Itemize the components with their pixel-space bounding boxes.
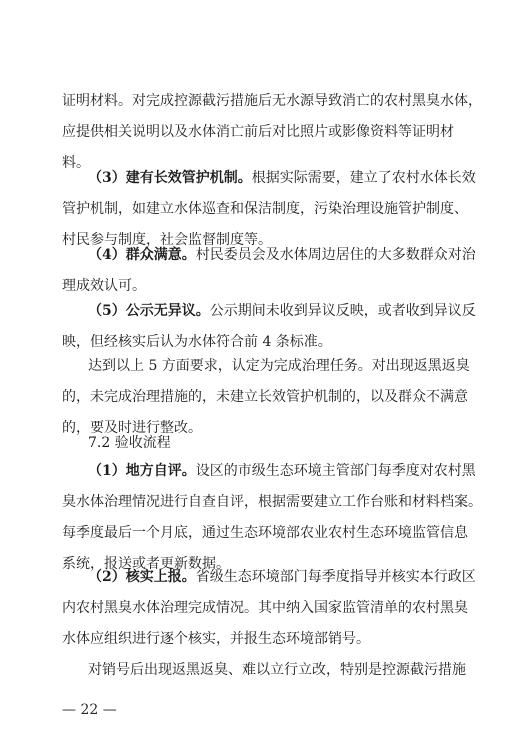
section-heading	[62, 428, 470, 459]
text-line: 内农村黑臭水体治理完成情况。其中纳入国家监管清单的农村黑臭	[62, 600, 468, 616]
text-line: 系统，报送或者更新数据。	[62, 556, 230, 572]
item-text: 公示期间未收到异议反映，或者收到异议反	[209, 303, 476, 319]
item-text: 村民委员会及水体周边居住的大多数群众对治	[195, 247, 476, 263]
item-number: （4）	[88, 247, 126, 263]
item-heading: 建有长效管护机制。	[125, 170, 252, 186]
public-satisfaction-paragraph	[62, 240, 476, 302]
verification-report-paragraph	[62, 562, 476, 655]
section-title: 7.2 验收流程	[88, 435, 171, 451]
text-line: 对销号后出现返黑返臭、难以立行立改，特别是控源截污措施	[88, 662, 466, 678]
item-number: （1）	[88, 463, 126, 479]
text-line: 料。	[62, 155, 90, 171]
item-heading: 地方自评。	[125, 463, 196, 479]
public-notice-paragraph	[62, 296, 476, 358]
text-line	[62, 562, 476, 593]
text-line	[62, 163, 476, 194]
text-line	[62, 240, 476, 271]
text-line: 每季度最后一个月底，通过生态环境部农业农村生态环境监管信息	[62, 525, 468, 541]
text-line	[62, 296, 476, 327]
item-heading: 公示无异议。	[125, 303, 210, 319]
item-text: 根据实际需要，建立了农村水体长效	[251, 170, 476, 186]
page-number: — 22 —	[62, 702, 117, 718]
item-number: （3）	[88, 170, 126, 186]
text-line: 的，要及时进行整改。	[62, 420, 202, 436]
item-heading: 群众满意。	[125, 247, 196, 263]
item-text: 设区的市级生态环境主管部门每季度对农村黑	[195, 463, 476, 479]
text-line: 映，但经核实后认为水体符合前 4 条标准。	[62, 334, 332, 350]
post-delisting-paragraph	[62, 655, 470, 686]
text-line: 臭水体治理情况进行自查自评，根据需要建立工作台账和材料档案。	[62, 494, 482, 510]
text-line: 管护机制，如建立水体巡查和保洁制度，污染治理设施管护制度、	[62, 201, 468, 217]
text-line	[62, 456, 476, 487]
text-line: 达到以上 5 方面要求，认定为完成治理任务。对出现返黑返臭	[88, 358, 470, 374]
text-line: 证明材料。对完成控源截污措施后无水源导致消亡的农村黑臭水体，	[62, 93, 482, 109]
item-number: （2）	[88, 569, 126, 585]
text-line: 村民参与制度，社会监督制度等。	[62, 232, 272, 248]
item-number: （5）	[88, 303, 126, 319]
text-line: 水体应组织进行逐个核实，并报生态环境部销号。	[62, 631, 370, 647]
text-line: 理成效认可。	[62, 278, 146, 294]
text-line: 的，未完成治理措施的，未建立长效管护机制的，以及群众不满意	[62, 389, 468, 405]
item-heading: 核实上报。	[125, 569, 196, 585]
item-text: 省级生态环境部门每季度指导并核实本行政区	[195, 569, 476, 585]
text-line: 应提供相关说明以及水体消亡前后对比照片或影像资料等证明材	[62, 124, 454, 140]
